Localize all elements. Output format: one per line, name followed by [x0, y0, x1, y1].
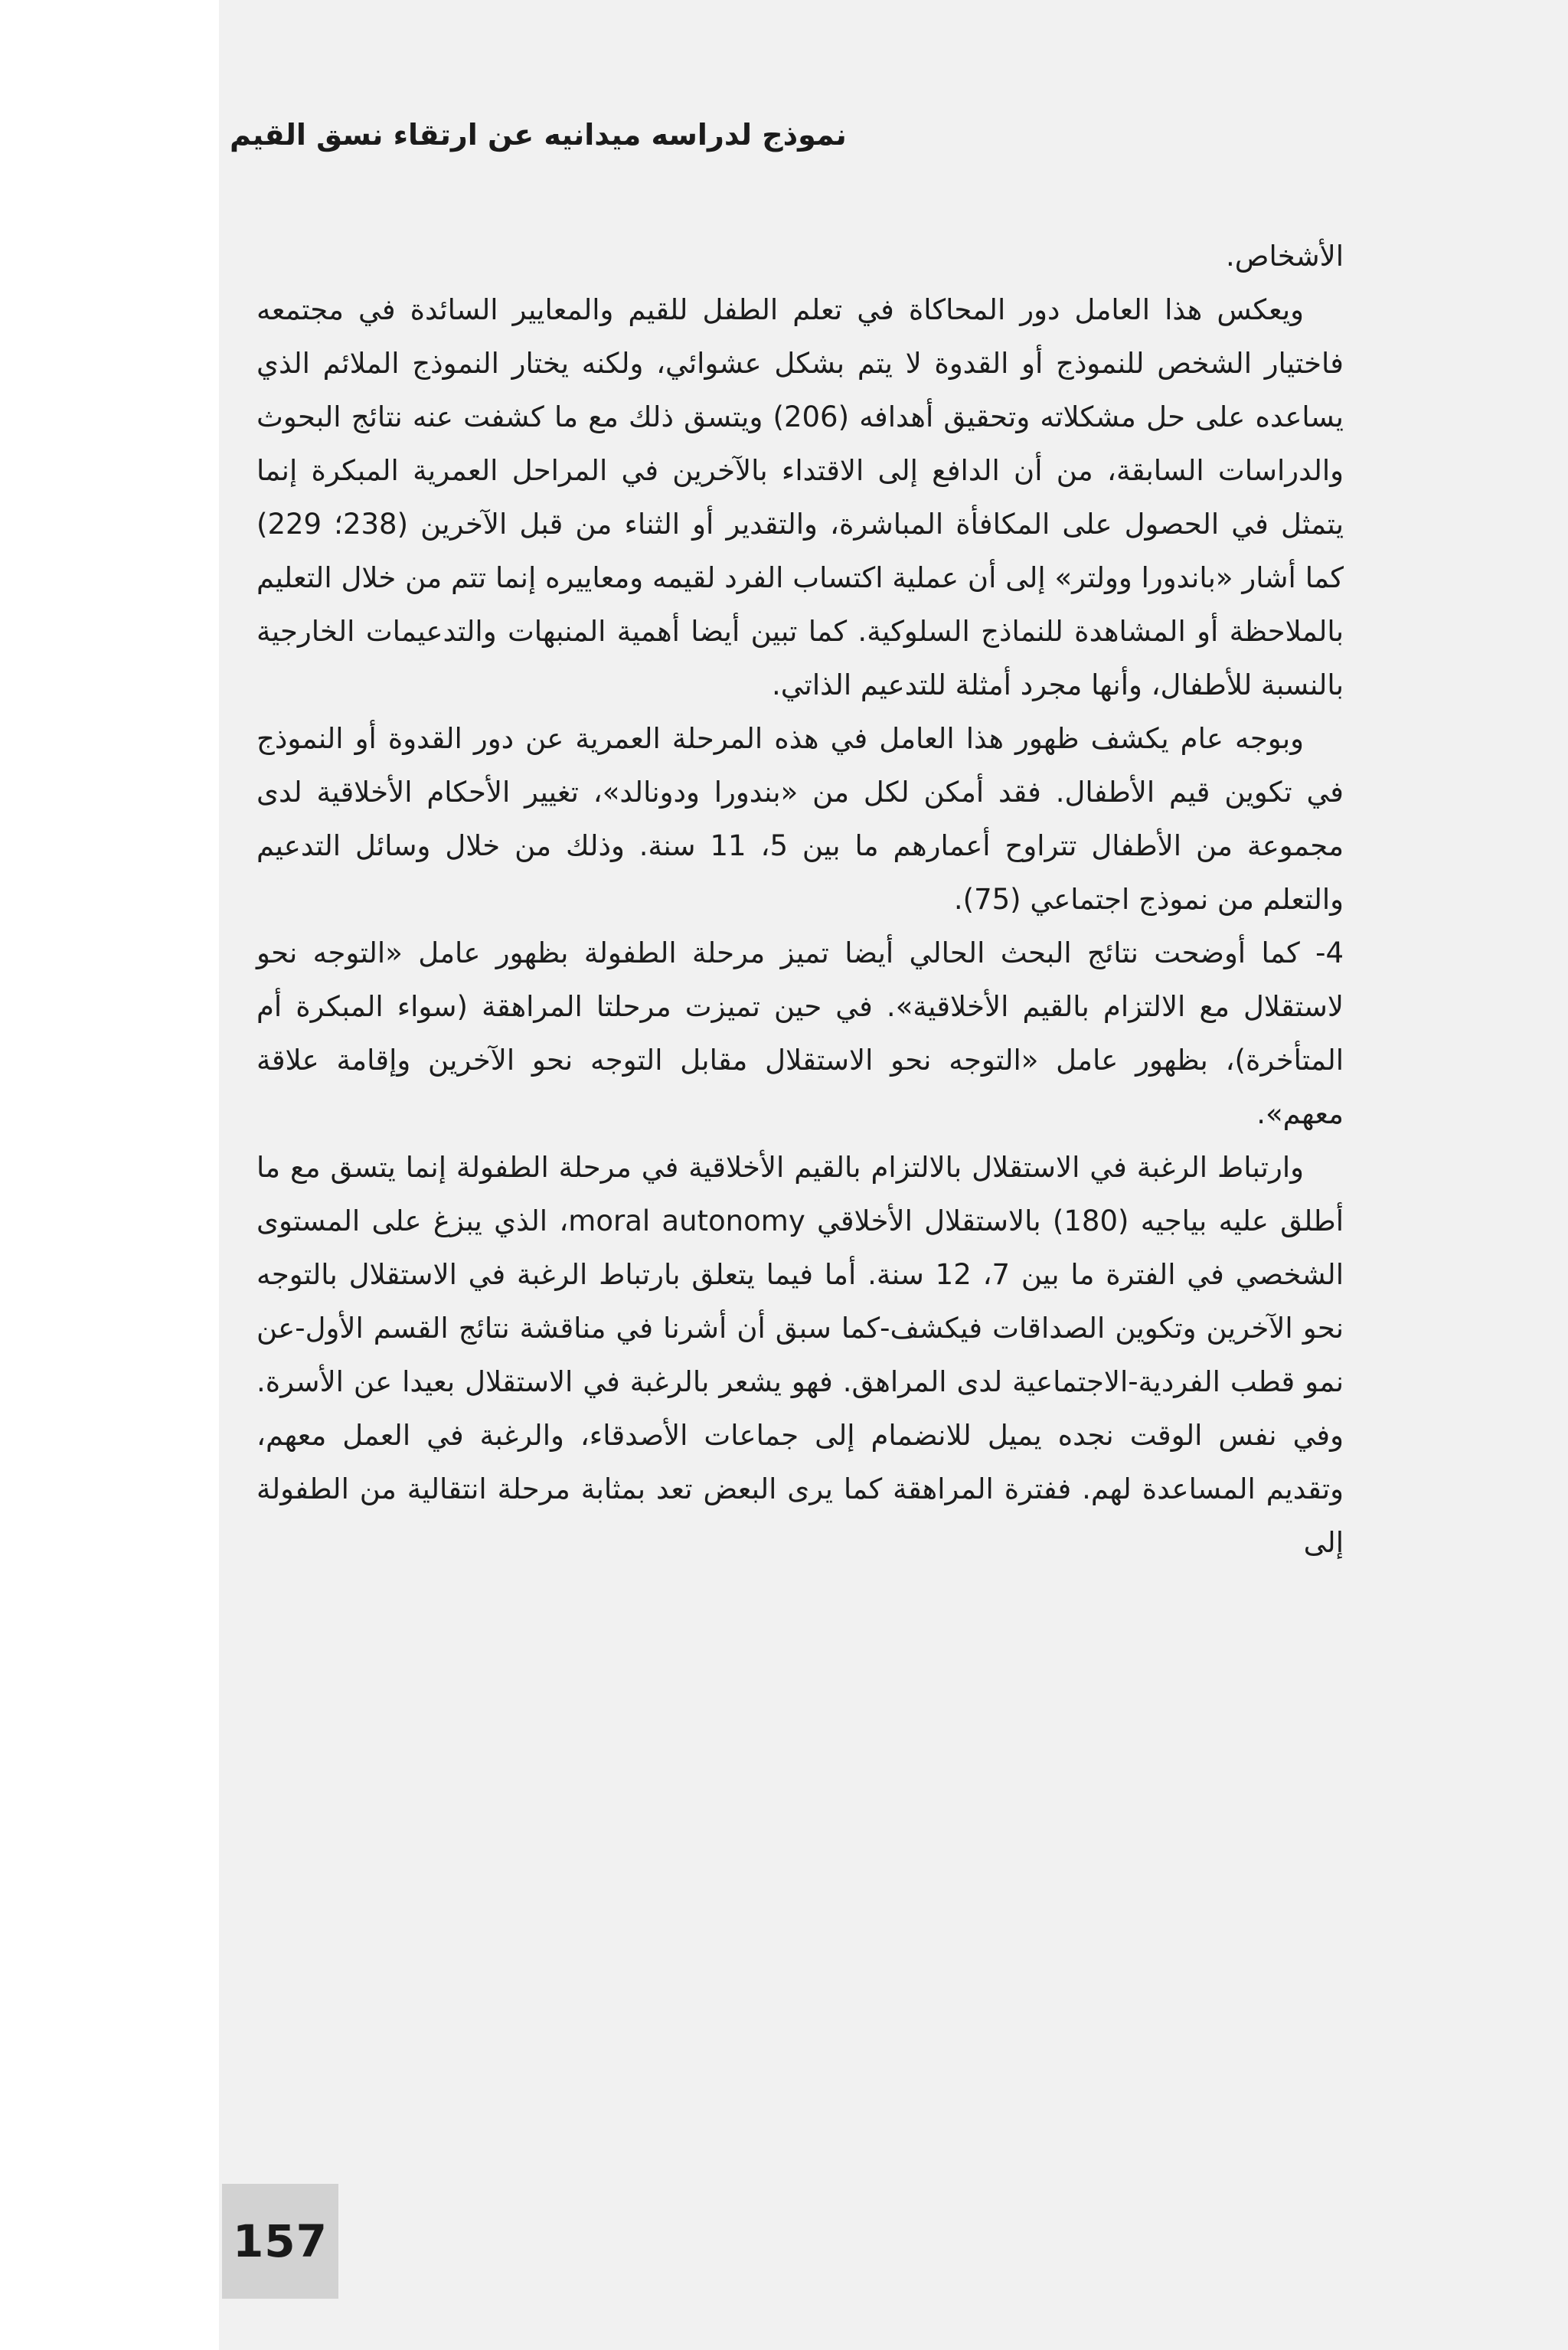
body-text	[256, 230, 1344, 1570]
paragraph: وارتباط الرغبة في الاستقلال بالالتزام بالقيم الأخلاقية في مرحلة الطفولة إنما يتسق مع ما أطلق عليه بياجيه (180) بالاستقلال الأخلاقي moral autonomy، الذي يبزغ على المستوى الشخصي في الفترة ما بين 7، 12 سنة. أما فيما يتعلق بارتباط الرغبة في الاستقلال بالتوجه نحو الآخرين وتكوين الصداقات فيكشف-كما سبق أن أشرنا في مناقشة نتائج القسم الأول-عن نمو قطب الفردية-الاجتماعية لدى المراهق. فهو يشعر بالرغبة في الاستقلال بعيدا عن الأسرة. وفي نفس الوقت نجده يميل للانضمام إلى جماعات الأصدقاء، والرغبة في العمل معهم، وتقديم المساعدة لهم. ففترة المراهقة كما يرى البعض تعد بمثابة مرحلة انتقالية من الطفولة إلى	[256, 1151, 1344, 1559]
page-number-box	[222, 2184, 338, 2299]
paragraph: ويعكس هذا العامل دور المحاكاة في تعلم الطفل للقيم والمعايير السائدة في مجتمعه فاختيار الشخص للنموذج أو القدوة لا يتم بشكل عشوائي، ولكنه يختار النموذج الملائم الذي يساعده على حل مشكلاته وتحقيق أهدافه (206) ويتسق ذلك مع ما كشفت عنه نتائج البحوث والدراسات السابقة، من أن الدافع إلى الاقتداء بالآخرين في المراحل العمرية المبكرة إنما يتمثل في الحصول على المكافأة المباشرة، والتقدير أو الثناء من قبل الآخرين (238؛ 229) كما أشار «باندورا وولتر» إلى أن عملية اكتساب الفرد لقيمه ومعاييره إنما تتم من خلال التعليم بالملاحظة أو المشاهدة للنماذج السلوكية. كما تبين أيضا أهمية المنبهات والتدعيمات الخارجية بالنسبة للأطفال، وأنها مجرد أمثلة للتدعيم الذاتي.	[256, 293, 1344, 701]
paragraph: 4- كما أوضحت نتائج البحث الحالي أيضا تميز مرحلة الطفولة بظهور عامل «التوجه نحو لاستقلال مع الالتزام بالقيم الأخلاقية». في حين تميزت مرحلتا المراهقة (سواء المبكرة أم المتأخرة)، بظهور عامل «التوجه نحو الاستقلال مقابل التوجه نحو الآخرين وإقامة علاقة معهم».	[256, 936, 1344, 1130]
paragraph: وبوجه عام يكشف ظهور هذا العامل في هذه المرحلة العمرية عن دور القدوة أو النموذج في تكوين قيم الأطفال. فقد أمكن لكل من «بندورا ودونالد»، تغيير الأحكام الأخلاقية لدى مجموعة من الأطفال تتراوح أعمارهم ما بين 5، 11 سنة. وذلك من خلال وسائل التدعيم والتعلم من نموذج اجتماعي (75).	[256, 722, 1344, 916]
paragraph: الأشخاص.	[1225, 240, 1344, 273]
running-header: نموذج لدراسه ميدانيه عن ارتقاء نسق القيم	[230, 118, 847, 152]
page-number: 157	[232, 2215, 328, 2267]
